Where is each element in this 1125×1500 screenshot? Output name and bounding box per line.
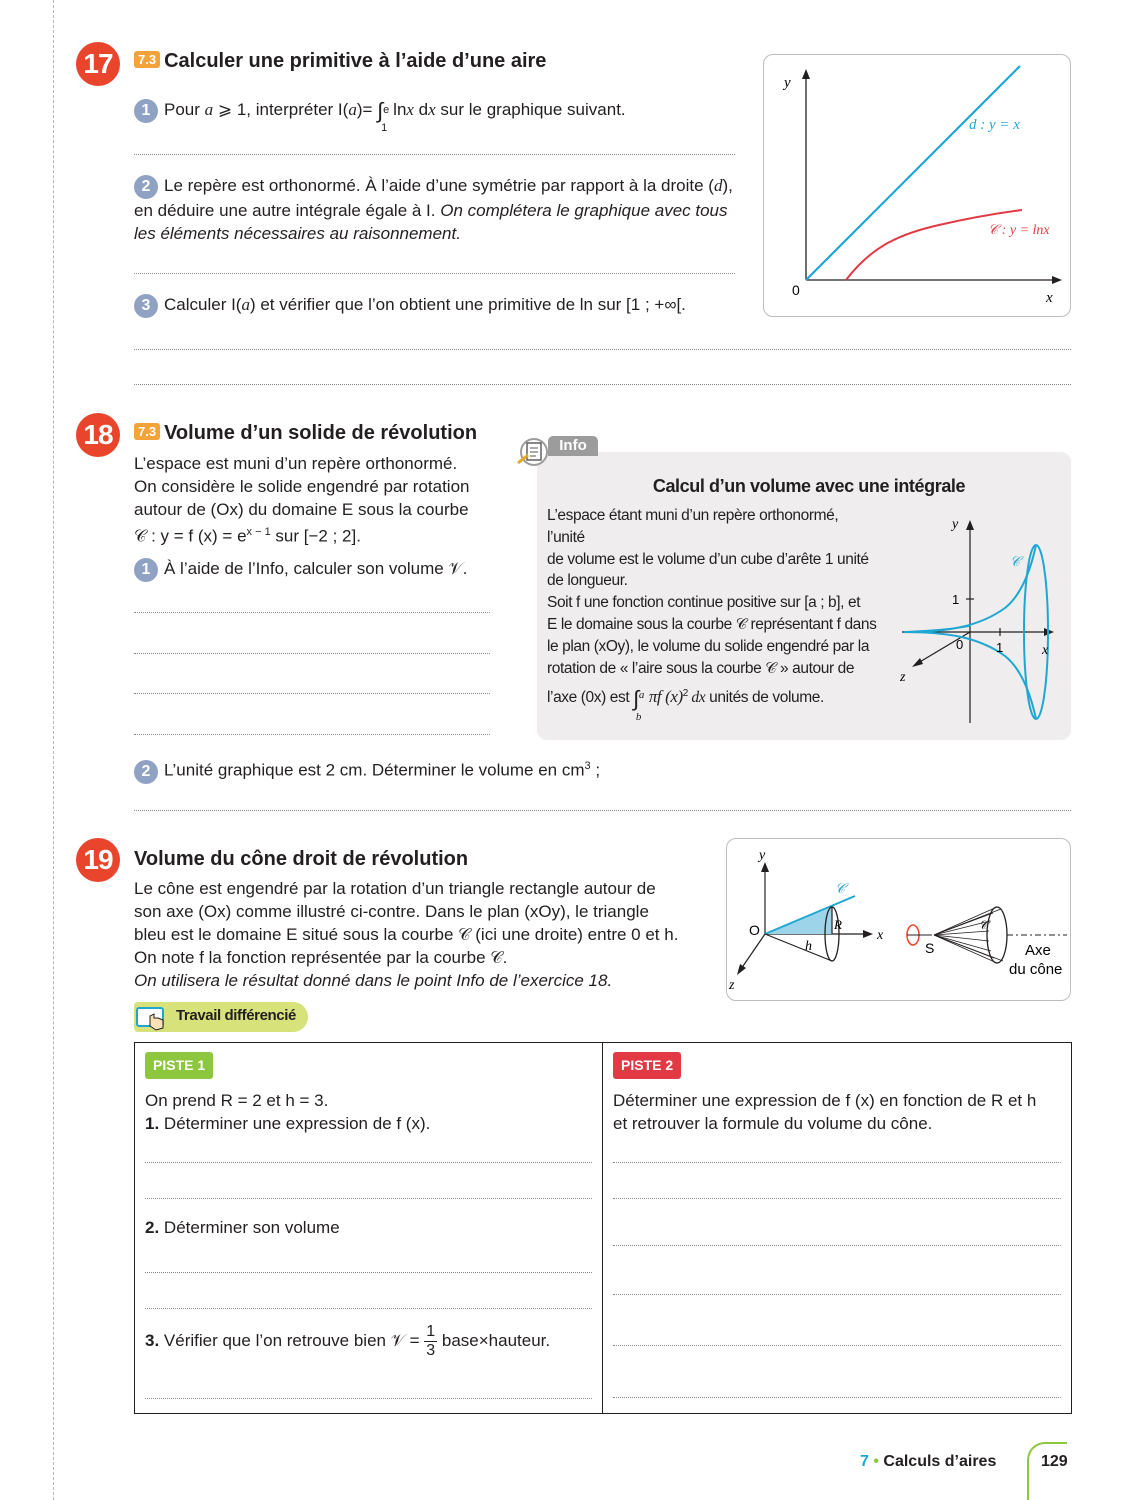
answer-line[interactable] (145, 1162, 592, 1163)
page-number: 129 (1041, 1453, 1068, 1470)
answer-line[interactable] (145, 1198, 592, 1199)
answer-line[interactable] (145, 1308, 592, 1309)
piste-divider (602, 1042, 603, 1414)
svg-text:O: O (749, 922, 760, 938)
answer-line[interactable] (145, 1272, 592, 1273)
margin-line (53, 0, 54, 1500)
footer-chapter: 7 • Calculs d’aires (860, 1453, 997, 1470)
svg-text:d : y = x: d : y = x (969, 117, 1020, 133)
exercise-17-number: 17 (76, 42, 120, 86)
section-badge: 7.3 (134, 51, 160, 68)
svg-text:y: y (759, 848, 766, 863)
footer-bracket (1027, 1442, 1067, 1500)
svg-text:x: x (1042, 643, 1049, 658)
answer-line[interactable] (613, 1294, 1061, 1295)
piste-2-column: PISTE 2 Déterminer une expression de f (x) en fonction de R et h et retrouver la formule du volume du cône. (613, 1052, 1063, 1135)
answer-line[interactable] (613, 1397, 1061, 1398)
line-y-equals-x (806, 66, 1020, 280)
ex19-statement: Le cône est engendré par la rotation d’un triangle rectangle autour de son axe (Ox) comme illustré ci-contre. Dans le plan (xOy), le triangle bleu est le domaine E situé sous la courbe 𝒞 (ici une droite) entre 0 et h. On note f la fonction représentée par la courbe 𝒞. On utilisera le résultat donné dans le point Info de l’exercice 18. (134, 879, 679, 990)
answer-line[interactable] (134, 810, 1071, 811)
answer-line[interactable] (134, 349, 1071, 350)
answer-line[interactable] (134, 734, 490, 735)
svg-text:𝒞 : y = lnx: 𝒞 : y = lnx (988, 223, 1050, 238)
answer-line[interactable] (613, 1245, 1061, 1246)
svg-text:𝒞: 𝒞 (835, 882, 846, 897)
cone-diagram (727, 839, 1072, 1002)
svg-text:R: R (834, 917, 842, 932)
exercise-19-title: Volume du cône droit de révolution (134, 848, 469, 870)
piste-1-q2: 2. Déterminer son volume (145, 1218, 340, 1237)
svg-text:x: x (877, 928, 884, 943)
ex18-question-2: 2 L’unité graphique est 2 cm. Déterminer le volume en $cm^3$ ; (134, 755, 600, 784)
travail-differencie-label: Travail différencié (134, 1002, 308, 1032)
ln-curve (846, 210, 1022, 280)
answer-line[interactable] (134, 273, 735, 274)
answer-line[interactable] (134, 154, 735, 155)
answer-line[interactable] (613, 1198, 1061, 1199)
piste-1-column: PISTE 1 On prend R = 2 et h = 3. 1. Déterminer une expression de f (x). (145, 1052, 595, 1135)
answer-line[interactable] (145, 1398, 592, 1399)
info-scroll-icon (516, 436, 550, 466)
exercise-17-title: 7.3 Calculer une primitive à l’aide d’une aire (134, 50, 546, 73)
answer-line[interactable] (613, 1162, 1061, 1163)
svg-text:z: z (900, 670, 906, 685)
answer-line[interactable] (134, 693, 490, 694)
svg-text:y: y (784, 75, 791, 91)
exercise-19-number: 19 (76, 838, 120, 882)
svg-text:𝒞: 𝒞 (979, 918, 988, 932)
answer-line[interactable] (134, 653, 490, 654)
ln-graph (764, 55, 1072, 318)
svg-text:1: 1 (952, 592, 960, 607)
piste-1-q3: 3. Vérifier que l’on retrouve bien 𝒱 = $\frac{1}{3}$ base×hauteur. (145, 1323, 551, 1359)
exercise-18-title: 7.3 Volume d’un solide de révolution (134, 422, 477, 445)
svg-text:du cône: du cône (1009, 961, 1063, 978)
ex17-question-3: 3 Calculer I(a) et vérifier que l’on obtient une primitive de ln sur [1 ; +∞[. (134, 293, 754, 318)
ex18-intro: L’espace est muni d’un repère orthonormé. On considère le solide engendré par rotation autour de (Ox) du domaine E sous la courbe 𝒞 : y = f $(x) = e^{x - 1}$ sur [−2 ; 2]. (134, 454, 470, 546)
svg-text:S: S (925, 940, 935, 956)
svg-text:y: y (952, 517, 959, 532)
svg-text:x: x (1046, 290, 1053, 306)
svg-text:h: h (805, 939, 812, 954)
answer-line[interactable] (613, 1345, 1061, 1346)
info-text: L’espace étant muni d’un repère orthonormé, l’unité de volume est le volume d’un cube d’arête 1 unité de longueur. Soit f une fonction continue positive sur [a ; b], et E le domaine sous la courbe 𝒞 représentant f dans le plan (xOy), le volume du solide engendré par la rotation de « l’aire sous la courbe 𝒞 » autour de l’axe (0x) est ∫ a b πf $(x)^2$ dx unités de volume. (547, 507, 877, 723)
svg-text:0: 0 (956, 637, 964, 652)
ex17-graph-frame (763, 54, 1071, 317)
answer-line[interactable] (134, 384, 1071, 385)
info-volume-graph (890, 508, 1070, 733)
svg-text:𝒞: 𝒞 (1010, 555, 1021, 570)
cone-diagram-frame (726, 838, 1071, 1001)
ex17-question-1: 1 Pour a ⩾ 1, interpréter I(a)= ∫ e 1 lnx dx sur le graphique suivant. (134, 98, 734, 123)
svg-text:Axe: Axe (1025, 942, 1051, 959)
svg-text:z: z (729, 978, 735, 993)
info-tab: Info (548, 436, 598, 456)
ex18-question-1: 1 À l’aide de l’Info, calculer son volume 𝒱. (134, 557, 467, 582)
answer-line[interactable] (134, 612, 490, 613)
svg-text:1: 1 (996, 640, 1004, 655)
svg-text:0: 0 (792, 282, 800, 298)
exercise-18-number: 18 (76, 413, 120, 457)
hand-pointer-icon (136, 1002, 170, 1032)
ex17-question-2: 2 Le repère est orthonormé. À l’aide d’une symétrie par rapport à la droite (d), en déduire une autre intégrale égale à I. On complétera le graphique avec tous les éléments nécessaires au raisonnement. (134, 176, 733, 243)
info-title: Calcul d’un volume avec une intégrale (652, 476, 966, 496)
